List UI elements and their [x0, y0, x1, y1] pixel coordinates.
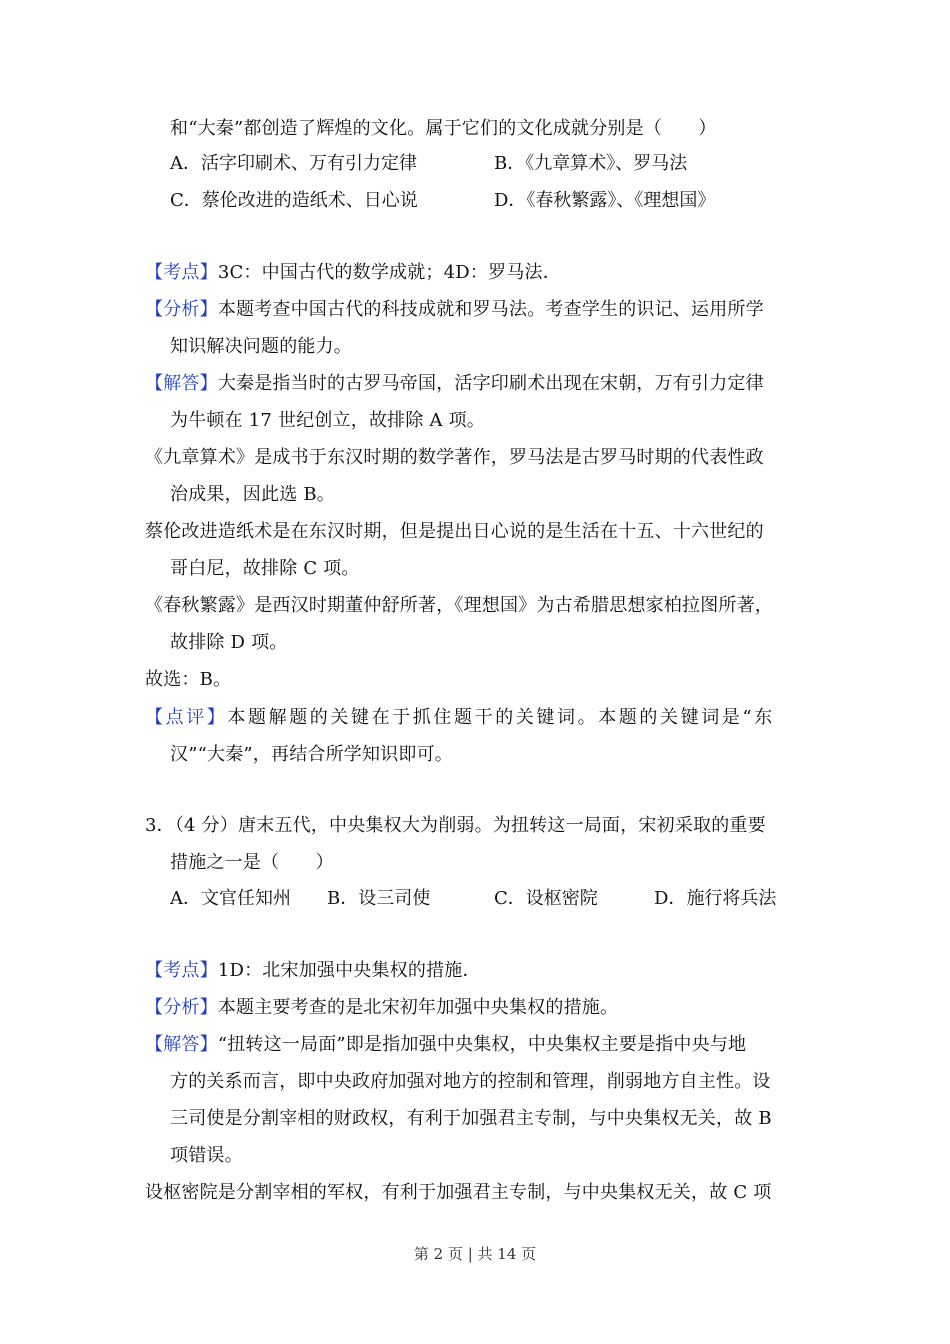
q2-kaodian [145, 261, 561, 285]
q2-option-b [494, 152, 687, 176]
fenxi-label: 【分析】 [145, 997, 218, 1018]
option-label: C． [170, 190, 202, 211]
option-label: B． [327, 888, 359, 909]
option-text: 设枢密院 [525, 888, 598, 909]
q3-option-d [654, 887, 776, 911]
q3-jieda-cont-2: 三司使是分割宰相的财政权，有利于加强君主专制，与中央集权无关，故 B [170, 1108, 772, 1129]
question-stem: （4 分）唐末五代，中央集权大为削弱。为扭转这一局面，宋初采取的重要 [174, 815, 766, 836]
q2-para-2: 蔡伦改进造纸术是在东汉时期，但是提出日心说的是生活在十五、十六世纪的 [145, 521, 764, 542]
option-text: 施行将兵法 [686, 888, 777, 909]
q2-dianping-cont: 汉”“大秦”，再结合所学知识即可。 [170, 744, 454, 765]
jieda-text: “扭转这一局面”即是指加强中央集权，中央集权主要是指中央与地 [217, 1034, 747, 1055]
dianping-text: 本题解题的关键在于抓住题干的关键词。本题的关键词是“东 [227, 707, 775, 728]
q2-para-1-cont: 治成果，因此选 B。 [170, 484, 335, 505]
q3-jieda-cont-3: 项错误。 [170, 1145, 243, 1166]
q3-kaodian [145, 959, 481, 983]
q2-para-3: 《春秋繁露》是西汉时期董仲舒所著，《理想国》为古希腊思想家柏拉图所著， [145, 595, 773, 616]
kaodian-label: 【考点】 [145, 262, 218, 283]
q3-stem [145, 814, 766, 838]
q3-jieda-cont-1: 方的关系而言，即中央政府加强对地方的控制和管理，削弱地方自主性。设 [170, 1071, 771, 1092]
jieda-label: 【解答】 [145, 373, 218, 394]
q2-jieda-cont: 为牛顿在 17 世纪创立，故排除 A 项。 [170, 410, 485, 431]
option-text: 蔡伦改进的造纸术、日心说 [201, 190, 418, 211]
kaodian-label: 【考点】 [145, 960, 218, 981]
q2-stem-continuation: 和“大秦”都创造了辉煌的文化。属于它们的文化成就分别是（ ） [170, 118, 717, 139]
q2-option-d [494, 189, 715, 213]
q2-dianping [145, 706, 775, 730]
q3-fenxi [145, 996, 618, 1020]
option-label: B． [494, 153, 526, 174]
q2-para-2-cont: 哥白尼，故排除 C 项。 [170, 558, 360, 579]
kaodian-text: 1D：北宋加强中央集权的措施． [217, 960, 481, 981]
q2-option-a [170, 152, 417, 176]
fenxi-text: 本题主要考查的是北宋初年加强中央集权的措施。 [217, 997, 619, 1018]
dianping-label: 【点评】 [145, 707, 228, 728]
option-text: 活字印刷术、万有引力定律 [201, 153, 417, 174]
jieda-text: 大秦是指当时的古罗马帝国，活字印刷术出现在宋朝，万有引力定律 [217, 373, 764, 394]
q2-fenxi [145, 298, 764, 322]
jieda-label: 【解答】 [145, 1034, 218, 1055]
q2-para-1: 《九章算术》是成书于东汉时期的数学著作，罗马法是古罗马时期的代表性政 [145, 447, 764, 468]
option-label: D． [494, 190, 527, 211]
option-text: 设三司使 [358, 888, 431, 909]
fenxi-label: 【分析】 [145, 299, 218, 320]
kaodian-text: 3C：中国古代的数学成就；4D：罗马法． [217, 262, 561, 283]
q2-jieda [145, 372, 764, 396]
q3-jieda [145, 1033, 746, 1057]
q2-fenxi-cont: 知识解决问题的能力。 [170, 336, 352, 357]
q2-para-3-cont: 故排除 D 项。 [170, 632, 288, 653]
q3-option-b [327, 887, 430, 911]
option-text: 文官任知州 [201, 888, 291, 909]
q3-option-a [170, 887, 291, 911]
fenxi-text: 本题考查中国古代的科技成就和罗马法。考查学生的识记、运用所学 [217, 299, 764, 320]
q2-option-c [170, 189, 418, 213]
q3-option-c [494, 887, 598, 911]
option-label: A． [170, 153, 201, 174]
q3-stem-cont: 措施之一是（ ） [170, 852, 334, 873]
q3-para-1: 设枢密院是分割宰相的军权，有利于加强君主专制，与中央集权无关，故 C 项 [145, 1182, 772, 1203]
q2-answer: 故选：B。 [145, 669, 232, 690]
option-label: D． [654, 888, 687, 909]
question-number: 3． [145, 815, 175, 836]
option-label: C． [494, 888, 526, 909]
page-footer-indicator: 第 2 页 | 共 14 页 [413, 1245, 537, 1263]
option-label: A． [170, 888, 201, 909]
option-text: 《九章算术》、罗马法 [525, 153, 688, 174]
option-text: 《春秋繁露》、《理想国》 [526, 190, 716, 211]
